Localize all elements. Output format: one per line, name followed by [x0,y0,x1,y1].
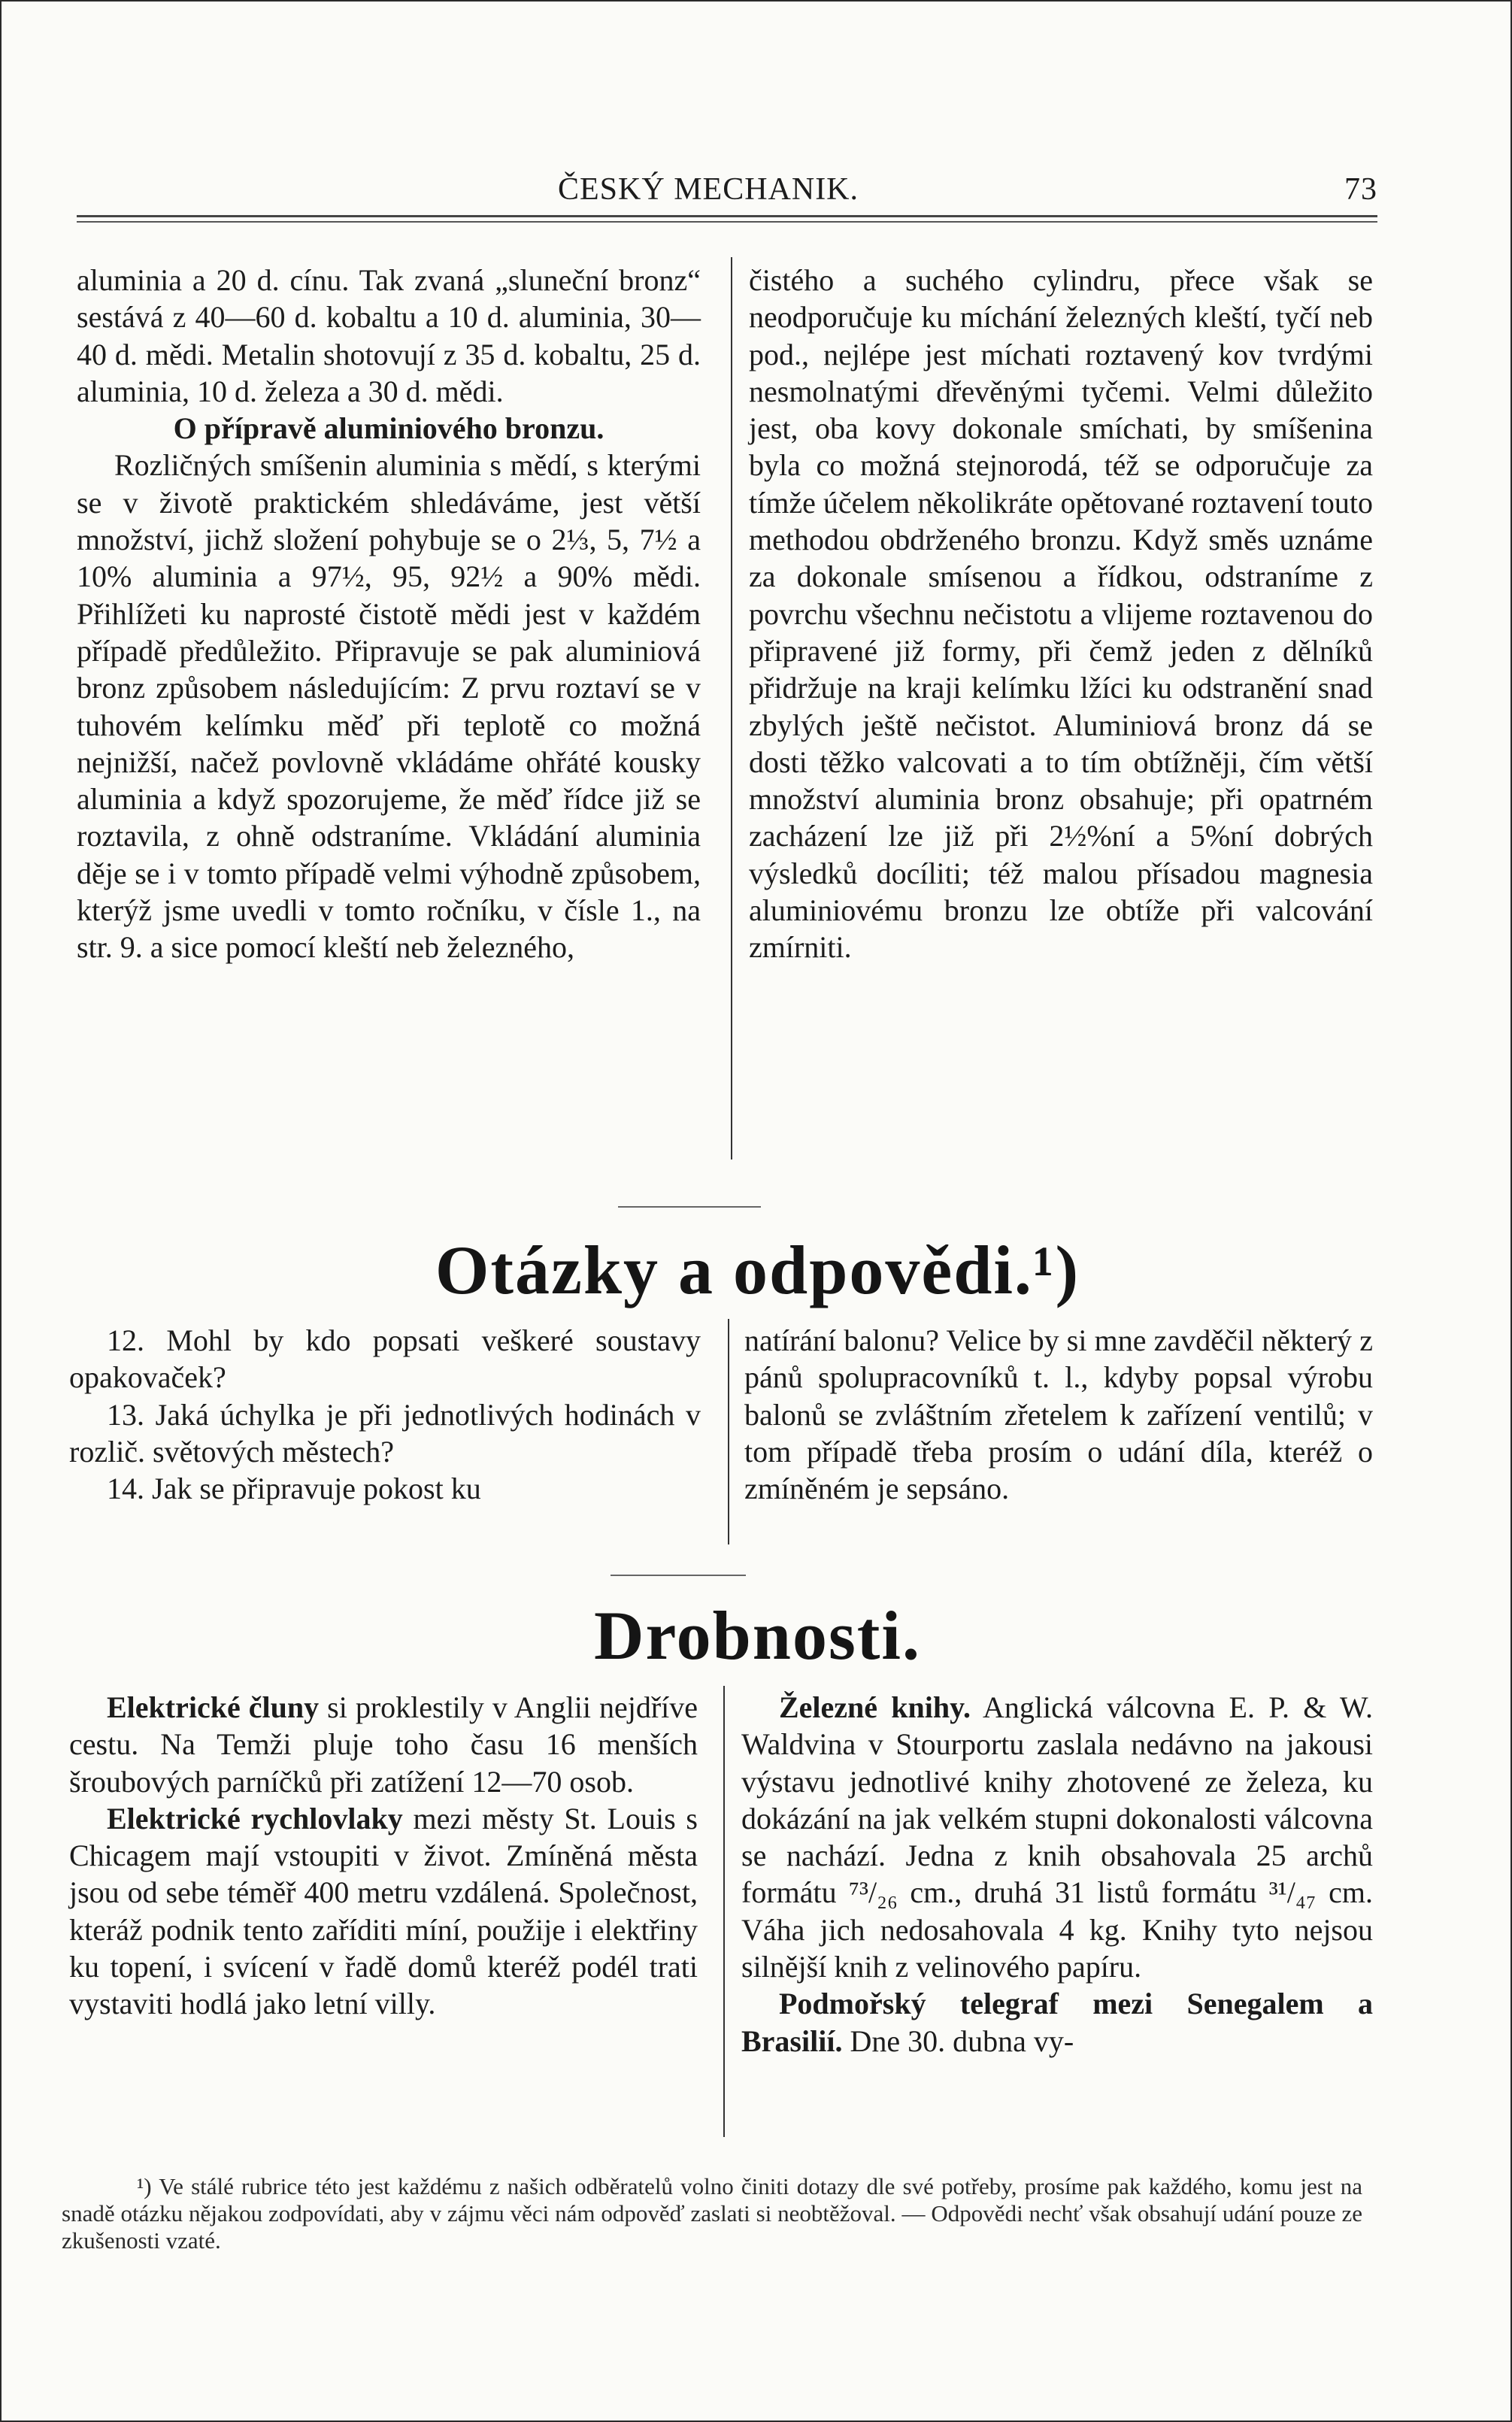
news-item-body: si proklestily v Anglii nejdříve cestu. Na Temži pluje toho času 16 menších šroubových parníčků při zatížení 12—70 osob. [69,1690,698,1799]
news-item [69,1689,698,1800]
column-divider-qa [728,1319,729,1544]
journal-title: ČESKÝ MECHANIK. [558,172,859,207]
news-item-body: Anglická válcovna E. P. & W. Waldvina v Stourportu zaslala nedávno na jakousi výstavu jednotlivé knihy zhotovené ze železa, ku dokázání na jak velkém stupni dokonalosti válcovna se nachází. Jedna z knih obsahovala 25 archů formátu ⁷³/₂₆ cm., druhá 31 listů formátu ³¹/₄₇ cm. Váha jich nedosahovala 4 kg. Knihy tyto nejsou silnější knih z velinového papíru. [741,1690,1374,1984]
article-paragraph: aluminia a 20 d. cínu. Tak zvaná „sluneční bronz“ sestává z 40—60 d. kobaltu a 10 d. aluminia, 30—40 d. mědi. Metalin shotovují z 35 d. kobaltu, 25 d. aluminia, 10 d. železa a 30 d. mědi. [77,263,701,408]
qa-left-column [69,1322,701,1507]
qa-right-column [744,1322,1373,1507]
news-item-body: mezi městy St. Louis s Chicagem mají vstoupiti v život. Zmíněná města jsou od sebe téměř 400 metru vzdálená. Společnost, kteráž podnik tento zaříditi míní, použije i elektřiny ku topení, i svícení v řadě domů kteréž podél trati vystaviti hodlá jako letní villy. [69,1801,698,2021]
running-header [77,171,1377,217]
drobnosti-section-title: Drobnosti. [594,1597,921,1674]
header-rule-secondary [77,221,1377,223]
question-item: 12. Mohl by kdo popsati veškeré soustavy opakovaček? [69,1323,701,1395]
column-divider-top [731,257,732,1159]
question-item: 14. Jak se připravuje pokost ku [107,1472,481,1506]
header-rule [77,215,1377,217]
article-heading: O přípravě aluminiového bronzu. [173,411,604,446]
article-left-column [77,262,701,966]
footnote [62,2173,1362,2254]
column-divider-drobnosti [723,1686,725,2137]
article-paragraph: Rozličných smíšenin aluminia s mědí, s kterými se v životě praktickém shledáváme, jest větší množství, jichž složení pohybuje se o 2⅓, 5, 7½ a 10% aluminia a 97½, 95, 92½ a 90% mědi. Přihlížeti ku naprosté čistotě mědi jest v každém případě předůležito. Připravuje se pak aluminiová bronz způsobem následujícím: Z prvu roztaví se v tuhovém kelímku měď při teplotě co možná nejnižší, načež povlovně vkládáme ohřáté kousky aluminia a když spozorujeme, že měď řídce již se roztavila, z ohně odstraníme. Vkládání aluminia děje se i v tomto případě velmi výhodně způsobem, kterýž jsme uvedli v tomto ročníku, v čísle 1., na str. 9. a sice pomocí kleští neb železného, [77,448,701,965]
news-item-heading: Podmořský telegraf mezi Senegalem a Brasilií. [741,1987,1373,2058]
question-item: 13. Jaká úchylka je při jednotlivých hodinách v rozlič. světových městech? [69,1397,701,1469]
article-paragraph: čistého a suchého cylindru, přece však se neodporučuje ku míchání železných kleští, tyčí neb pod., nejlépe jest míchati roztavený kov tvrdými nesmolnatými dřevěnými tyčemi. Velmi důležito jest, oba kovy dokonale smíchati, by smíšenina byla co možná stejnorodá, též se odporučuje za tímže účelem několikráte opětované roztavení touto methodou obdrženého bronzu. Když směs uznáme za dokonale smísenou a řídkou, odstraníme z povrchu všechnu nečistotu a vlijeme roztavenou do připravené již formy, při čemž jeden z dělníků přidržuje na kraji kelímku lžíci ku odstranění snad zbylých ještě nečistot. Aluminiová bronz dá se dosti těžko valcovati a to tím obtížněji, čím větší množství aluminia bronz obsahuje; při opatrném zacházení lze již při 2½%ní a 5%ní dobrých výsledků docíliti; též malou přísadou magnesia aluminiovému bronzu lze obtíže při valcování zmírniti. [749,263,1373,965]
news-item-heading: Elektrické čluny [107,1690,320,1724]
news-item [741,1985,1373,2060]
news-item [69,1800,698,2023]
footnote-text: ¹) Ve stálé rubrice této jest každému z našich odběratelů volno činiti dotazy dle své potřeby, prosíme pak každého, komu jest na snadě otázku nějakou zodpovídati, aby v zájmu věci nám odpověď zaslati si neobtěžoval. — Odpovědi nechť však obsahují udání pouze ze zkušenosti vzaté. [62,2173,1362,2254]
section-separator [611,1575,746,1576]
page-number: 73 [1344,172,1377,207]
news-item-heading: Železné knihy. [779,1690,971,1724]
question-continuation: natírání balonu? Velice by si mne zavděčil některý z pánů spolupracovníků t. l., kdyby popsal výrobu balonů se zvláštním zřetelem k zařízení ventilů; v tom případě třeba prosím o udání díla, kteréž o zmíněném je sepsáno. [744,1323,1373,1506]
article-right-column [749,262,1373,966]
drobnosti-left-column [69,1689,698,2023]
drobnosti-right-column [741,1689,1373,2060]
news-item-heading: Elektrické rychlovlaky [107,1801,403,1835]
qa-section-title: Otázky a odpovědi.¹) [435,1232,1080,1308]
news-item-body: Dne 30. dubna vy- [850,2023,1074,2058]
section-separator [618,1206,761,1208]
news-item [741,1689,1373,1985]
